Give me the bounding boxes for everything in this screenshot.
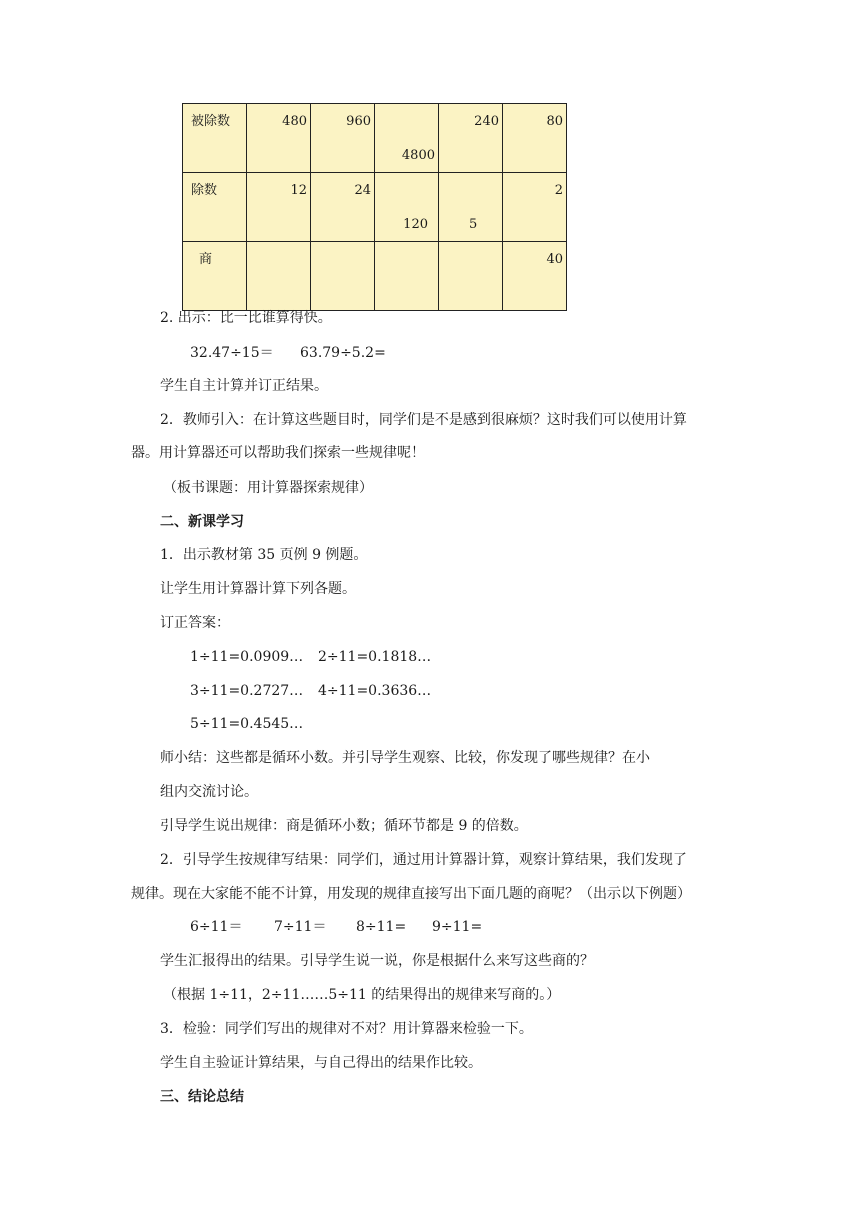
expression: 3÷11=0.2727… [190,683,304,699]
table-cell [375,173,439,242]
cell-value: 80 [546,114,563,129]
paragraph: 让学生用计算器计算下列各题。 [160,581,356,597]
table-cell [375,104,439,173]
paragraph: 订正答案： [160,615,230,631]
table-cell [375,242,439,311]
paragraph: 组内交流讨论。 [160,784,258,800]
cell-value: 120 [403,217,428,232]
table-row-quotient [183,242,567,311]
paragraph: （板书课题：用计算器探索规律） [163,480,373,496]
paragraph: 规律。现在大家能不能不计算，用发现的规律直接写出下面几题的商呢？（出示以下例题） [131,886,691,902]
row-header-divisor: 除数 [191,183,218,198]
expression: 63.79÷5.2= [300,345,386,361]
row-header-quotient: 商 [199,252,213,267]
expression: 6÷11＝ [190,919,243,935]
table-header-cell [183,104,247,173]
expression: 4÷11=0.3636… [318,683,432,699]
table-row-dividend [183,104,567,173]
section-heading: 二、新课学习 [160,514,244,530]
cell-value: 24 [354,183,371,198]
expression: 7÷11＝ [274,919,327,935]
paragraph: 器。用计算器还可以帮助我们探索一些规律呢！ [131,445,425,461]
table-cell [439,104,503,173]
paragraph: 学生自主验证计算结果，与自己得出的结果作比较。 [160,1055,482,1071]
cell-value: 2 [554,183,563,198]
cell-value: 4800 [401,148,435,163]
table-cell [503,173,567,242]
table-cell [247,242,311,311]
expression: 8÷11= [356,919,407,935]
paragraph: 1．出示教材第 35 页例 9 例题。 [160,547,368,563]
cell-value: 40 [546,252,563,267]
table-cell [247,104,311,173]
table-cell [311,242,375,311]
paragraph: 师小结：这些都是循环小数。并引导学生观察、比较，你发现了哪些规律？在小 [160,750,650,766]
cell-value: 5 [469,217,478,232]
paragraph: 学生汇报得出的结果。引导学生说一说，你是根据什么来写这些商的？ [160,953,594,969]
cell-value: 12 [290,183,307,198]
table-cell [247,173,311,242]
row-header-dividend: 被除数 [191,114,231,129]
paragraph: 学生自主计算并订正结果。 [160,378,328,394]
paragraph: 2．教师引入：在计算这些题目时，同学们是不是感到很麻烦？这时我们可以使用计算 [160,412,687,428]
cell-value: 240 [474,114,499,129]
expression: 32.47÷15＝ [190,345,274,361]
table-header-cell [183,173,247,242]
section-heading: 三、结论总结 [160,1089,244,1105]
table-cell [503,242,567,311]
table-cell [439,242,503,311]
paragraph: 2．引导学生按规律写结果：同学们，通过用计算器计算，观察计算结果，我们发现了 [160,852,687,868]
cell-value: 960 [346,114,371,129]
expression: 5÷11=0.4545… [190,716,304,732]
expression: 2÷11=0.1818… [318,649,432,665]
table-row-divisor [183,173,567,242]
paragraph: 2. 出示：比一比谁算得快。 [160,310,332,326]
expression: 9÷11= [432,919,483,935]
paragraph: （根据 1÷11，2÷11……5÷11 的结果得出的规律来写商的。） [163,987,561,1003]
division-table [182,103,567,311]
paragraph: 引导学生说出规律：商是循环小数；循环节都是 9 的倍数。 [160,818,528,834]
table-cell [311,173,375,242]
table-cell [503,104,567,173]
paragraph: 3．检验：同学们写出的规律对不对？用计算器来检验一下。 [160,1021,533,1037]
table-cell [439,173,503,242]
expression: 1÷11=0.0909… [190,649,304,665]
table-header-cell [183,242,247,311]
cell-value: 480 [282,114,307,129]
table-cell [311,104,375,173]
